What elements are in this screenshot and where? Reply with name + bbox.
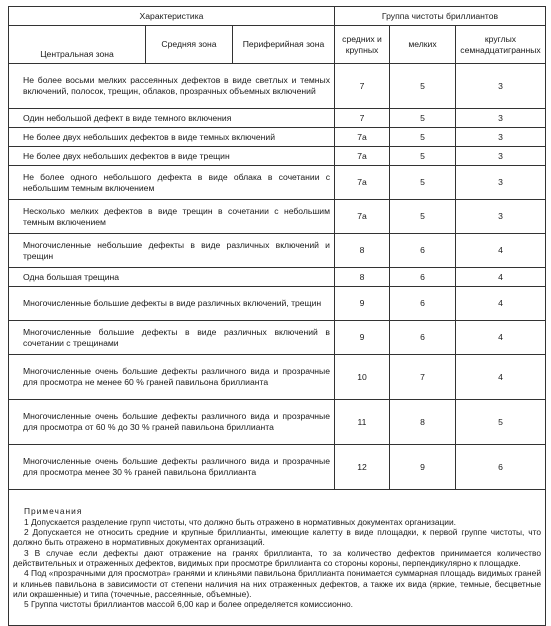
- row-description: Не более двух небольших дефектов в виде трещин: [23, 150, 230, 161]
- note-item: 2 Допускается не относить средние и крупные бриллианты, имеющие калетту в виде площадки, к первой группе чистоты, что должно быть отражено в нормативных документах организаций.: [13, 527, 542, 548]
- cell-small: 9: [390, 445, 456, 490]
- row-description: Многочисленные очень большие дефекты различного вида и прозрачные для просмотра от 60 % до 30 % граней павильона бриллианта: [23, 411, 330, 432]
- cell-small: 6: [390, 234, 456, 268]
- row-description: Не более двух небольших дефектов в виде темных включений: [23, 131, 276, 142]
- cell-round-17: 4: [456, 234, 546, 268]
- cell-small: 5: [390, 64, 456, 109]
- row-description: Одна большая трещина: [23, 271, 120, 282]
- table-row: [9, 268, 546, 287]
- note-item: 3 В случае если дефекты дают отражение на гранях бриллианта, то за количество дефектов принимается количество действительных и отраженных дефектов, видимых при просмотре бриллианта со стороны короны, перпендикулярно к площадке.: [13, 547, 542, 568]
- row-description: Не более одного небольшого дефекта в виде облака в сочетании с небольшим темным включением: [23, 171, 330, 193]
- row-description: Многочисленные очень большие дефекты различного вида и прозрачные для просмотра не менее 60 % граней павильона бриллианта: [23, 366, 330, 387]
- table-row: [9, 147, 546, 166]
- table-row: [9, 445, 546, 490]
- cell-small: 8: [390, 400, 456, 445]
- cell-small: 5: [390, 166, 456, 200]
- cell-medium-large: 12: [335, 445, 390, 490]
- cell-medium-large: 7а: [335, 166, 390, 200]
- cell-round-17: 3: [456, 200, 546, 234]
- header-central-zone: Центральная зона: [9, 26, 146, 64]
- table-row: [9, 400, 546, 445]
- cell-small: 6: [390, 287, 456, 321]
- notes-cell: [9, 490, 546, 626]
- cell-medium-large: 7а: [335, 128, 390, 147]
- cell-round-17: 4: [456, 268, 546, 287]
- header-round-17: круглых семнадцатигранных: [456, 26, 546, 64]
- cell-small: 6: [390, 321, 456, 355]
- cell-round-17: 3: [456, 109, 546, 128]
- cell-small: 5: [390, 128, 456, 147]
- cell-round-17: 3: [456, 166, 546, 200]
- note-item: 1 Допускается разделение групп чистоты, что должно быть отражено в нормативных документах организации.: [24, 516, 456, 527]
- cell-small: 5: [390, 109, 456, 128]
- row-description: Не более восьми мелких рассеянных дефектов в виде светлых и темных включений, полосок, трещин, облаков, прозрачных объемных включений: [23, 75, 330, 96]
- cell-medium-large: 7а: [335, 147, 390, 166]
- cell-round-17: 5: [456, 400, 546, 445]
- table-row: [9, 166, 546, 200]
- cell-medium-large: 7а: [335, 200, 390, 234]
- table-row: [9, 128, 546, 147]
- table-row: [9, 64, 546, 109]
- cell-medium-large: 10: [335, 355, 390, 400]
- header-medium-large: средних и крупных: [335, 26, 390, 64]
- table-row: [9, 200, 546, 234]
- cell-medium-large: 11: [335, 400, 390, 445]
- table-row: [9, 321, 546, 355]
- cell-round-17: 6: [456, 445, 546, 490]
- cell-small: 5: [390, 200, 456, 234]
- cell-medium-large: 9: [335, 287, 390, 321]
- row-description: Один небольшой дефект в виде темного включения: [23, 112, 232, 123]
- cell-round-17: 4: [456, 287, 546, 321]
- cell-round-17: 3: [456, 147, 546, 166]
- row-description: Несколько мелких дефектов в виде трещин в сочетании с небольшим темным включением: [23, 205, 330, 227]
- cell-medium-large: 7: [335, 64, 390, 109]
- table-row: [9, 109, 546, 128]
- cell-medium-large: 9: [335, 321, 390, 355]
- header-middle-zone: Средняя зона: [146, 26, 233, 64]
- row-description: Многочисленные большие дефекты в виде различных включений в сочетании с трещинами: [23, 326, 330, 348]
- notes-title: Примечания: [24, 505, 83, 516]
- cell-round-17: 4: [456, 321, 546, 355]
- table-row: [9, 355, 546, 400]
- clarity-groups-table: [8, 6, 546, 626]
- notes-row: [9, 490, 546, 626]
- table-row: [9, 287, 546, 321]
- cell-small: 7: [390, 355, 456, 400]
- header-row-2: [9, 26, 546, 64]
- header-peripheral-zone: Периферийная зона: [233, 26, 335, 64]
- row-description: Многочисленные небольшие дефекты в виде различных включений и трещин: [23, 239, 330, 261]
- header-characteristic: Характеристика: [9, 7, 335, 26]
- cell-medium-large: 8: [335, 268, 390, 287]
- table-row: [9, 234, 546, 268]
- header-small: мелких: [390, 26, 456, 64]
- row-description: Многочисленные очень большие дефекты различного вида и прозрачные для просмотра менее 30 % граней павильона бриллианта: [23, 456, 330, 477]
- row-description: Многочисленные большие дефекты в виде различных включений, трещин: [23, 298, 322, 309]
- cell-round-17: 3: [456, 64, 546, 109]
- cell-medium-large: 8: [335, 234, 390, 268]
- note-item: 4 Под «прозрачными для просмотра» гранями и клиньями павильона бриллианта понимается суммарная площадь видимых граней и клиньев павильона в зависимости от степени наличия на них отраженных дефектов, а также их вида (яркие, темные, бесцветные или окрашенные) и типа (точечные, рассеянные, объемные).: [13, 568, 542, 599]
- header-row-1: [9, 7, 546, 26]
- cell-medium-large: 7: [335, 109, 390, 128]
- header-clarity-group: Группа чистоты бриллиантов: [335, 7, 546, 26]
- note-item: 5 Группа чистоты бриллиантов массой 6,00 кар и более определяется комиссионно.: [24, 599, 353, 610]
- cell-small: 5: [390, 147, 456, 166]
- cell-small: 6: [390, 268, 456, 287]
- cell-round-17: 4: [456, 355, 546, 400]
- cell-round-17: 3: [456, 128, 546, 147]
